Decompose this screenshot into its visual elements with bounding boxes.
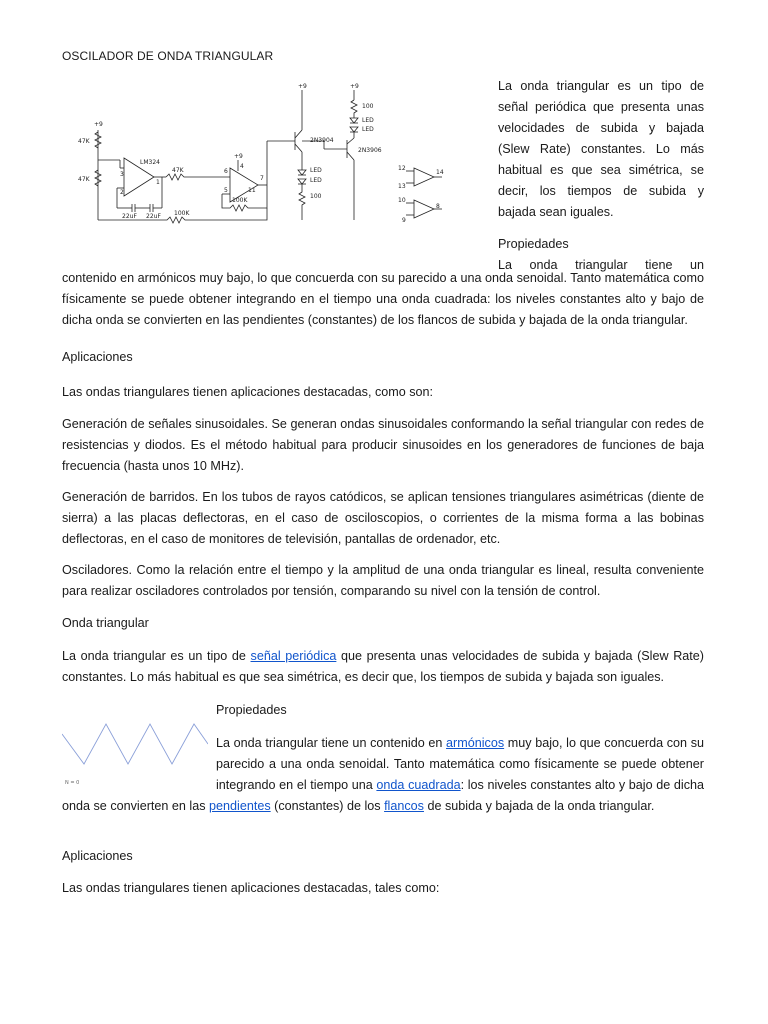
svg-text:22uF: 22uF	[146, 213, 161, 220]
svg-text:+9: +9	[234, 153, 243, 160]
svg-text:LED: LED	[310, 167, 322, 174]
svg-text:2N3904: 2N3904	[310, 137, 334, 144]
svg-text:100K: 100K	[174, 210, 190, 217]
svg-text:5: 5	[224, 187, 228, 194]
svg-text:100K: 100K	[232, 197, 248, 204]
properties-heading-1: Propiedades	[498, 237, 569, 251]
svg-text:100: 100	[310, 193, 322, 200]
section-2-properties-paragraph: La onda triangular tiene un contenido en armónicos muy bajo, lo que concuerda con su parecido a una onda senoidal. Tanto matemática como físicamente se puede obtener integrando en el tiempo una onda cuadrada: los niveles constantes alto y bajo de dicha onda se convierten en las pendientes (constantes) de los flancos de subida y bajada de la onda triangular.	[62, 736, 705, 813]
wave-label: N = 0	[65, 780, 80, 786]
oscillator-circuit-diagram	[62, 80, 452, 240]
applications-heading-2: Aplicaciones	[62, 849, 133, 863]
svg-text:LED: LED	[362, 117, 374, 124]
application-sine-generation: Generación de señales sinusoidales. Se generan ondas sinusoidales conformando la señal triangular con redes de resistencias y diodos. Es el método habitual para producir sinusoides en los generadores de funciones de baja frecuencia (hasta unos 10 MHz).	[62, 417, 704, 473]
properties-intro-line: La onda triangular tiene un	[498, 258, 704, 272]
intro-paragraph: La onda triangular es un tipo de señal periódica que presenta unas velocidades de subida y bajada (Slew Rate) constantes. Lo más habitual es que sea simétrica, se decir, los tiempos de subida y bajada sean iguales.	[498, 79, 704, 219]
properties-heading-2: Propiedades	[216, 703, 287, 717]
svg-text:+9: +9	[298, 83, 307, 90]
link-flancos[interactable]: flancos	[384, 799, 424, 813]
svg-text:47K: 47K	[172, 167, 184, 174]
svg-text:12: 12	[398, 165, 406, 172]
applications-intro-2: Las ondas triangulares tienen aplicaciones destacadas, tales como:	[62, 881, 440, 895]
applications-intro-1: Las ondas triangulares tienen aplicaciones destacadas, como son:	[62, 385, 434, 399]
svg-text:2N3906: 2N3906	[358, 147, 382, 154]
svg-text:47K: 47K	[78, 138, 90, 145]
link-armonicos[interactable]: armónicos	[446, 736, 505, 750]
svg-text:10: 10	[398, 197, 406, 204]
svg-text:22uF: 22uF	[122, 213, 137, 220]
section-2-paragraph-1: La onda triangular es un tipo de señal periódica que presenta unas velocidades de subida y bajada (Slew Rate) constantes. Lo más habitual es que sea simétrica, es decir que, los tiempos de subida y bajada son iguales.	[62, 649, 704, 684]
svg-text:LED: LED	[362, 126, 374, 133]
svg-text:100: 100	[362, 103, 374, 110]
svg-text:13: 13	[398, 183, 406, 190]
svg-text:6: 6	[224, 168, 228, 175]
svg-text:1: 1	[156, 179, 160, 186]
svg-text:4: 4	[240, 163, 244, 170]
link-senal-periodica[interactable]: señal periódica	[250, 649, 337, 663]
svg-text:+9: +9	[350, 83, 359, 90]
svg-text:+9: +9	[94, 121, 103, 128]
applications-heading-1: Aplicaciones	[62, 350, 133, 364]
application-sweep-generation: Generación de barridos. En los tubos de rayos catódicos, se aplican tensiones triangulares asimétricas (diente de sierra) a las placas deflectoras, en el caso de osciloscopios, o corrientes de la misma forma a las bobinas deflectoras, en el caso de monitores de televisión, pantallas de ordenador, etc.	[62, 490, 704, 546]
properties-paragraph-1: contenido en armónicos muy bajo, lo que concuerda con su parecido a una onda senoidal. Tanto matemática como físicamente se puede obtener integrando en el tiempo una onda cuadrada: los niveles constantes alto y bajo de dicha onda se convierten en las pendientes (constantes) de los flancos de subida y bajada de la onda triangular.	[62, 271, 704, 327]
svg-text:LED: LED	[310, 177, 322, 184]
section-heading-onda-triangular: Onda triangular	[62, 616, 149, 630]
svg-text:9: 9	[402, 217, 406, 224]
document-title: OSCILADOR DE ONDA TRIANGULAR	[62, 49, 274, 63]
svg-text:3: 3	[120, 171, 124, 178]
intro-right-column	[498, 76, 704, 276]
application-oscillators: Osciladores. Como la relación entre el tiempo y la amplitud de una onda triangular es lineal, resulta conveniente para realizar osciladores controlados por tensión, comparando su nivel con la tensión de control.	[62, 563, 704, 598]
svg-text:7: 7	[260, 175, 264, 182]
svg-text:8: 8	[436, 203, 440, 210]
svg-text:14: 14	[436, 169, 444, 176]
link-pendientes[interactable]: pendientes	[209, 799, 271, 813]
svg-text:LM324: LM324	[140, 159, 160, 166]
svg-text:2: 2	[120, 189, 124, 196]
svg-text:11: 11	[248, 187, 256, 194]
link-onda-cuadrada[interactable]: onda cuadrada	[376, 778, 461, 792]
svg-text:47K: 47K	[78, 176, 90, 183]
